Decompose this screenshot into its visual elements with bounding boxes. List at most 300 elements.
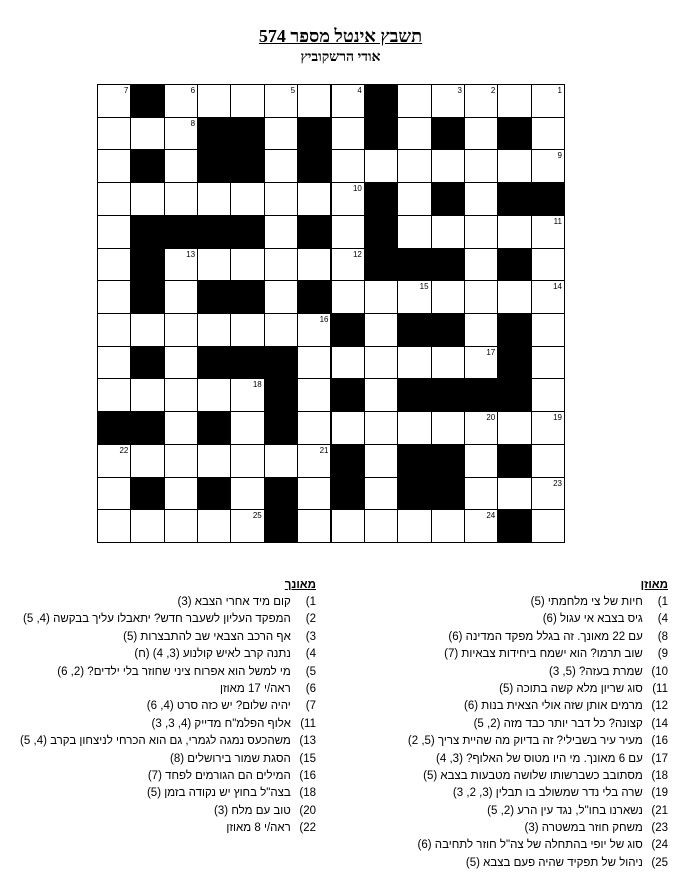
clue-text: הסגת שמור בירושלים (8) [170, 752, 294, 765]
down-clue-list [11, 594, 316, 837]
grid-cell[interactable] [264, 444, 298, 478]
grid-cell[interactable] [164, 313, 198, 347]
grid-cell[interactable] [97, 378, 131, 412]
across-clue [338, 855, 668, 872]
black-cell [264, 477, 298, 511]
down-clue [11, 751, 316, 768]
across-clue [338, 681, 668, 698]
down-clue [11, 611, 316, 628]
grid-cell[interactable] [364, 509, 398, 543]
grid-cell[interactable] [264, 215, 298, 249]
grid-cell[interactable] [164, 444, 198, 478]
grid-cell[interactable] [397, 509, 431, 543]
across-clue [338, 611, 668, 628]
black-cell [497, 378, 531, 412]
grid-cell[interactable] [464, 280, 498, 314]
black-cell [297, 280, 331, 314]
black-cell [130, 280, 164, 314]
grid-cell[interactable] [230, 313, 264, 347]
clue-number: 22 [119, 445, 129, 455]
grid-cell[interactable] [331, 280, 365, 314]
black-cell [431, 313, 465, 347]
grid-cell[interactable] [230, 182, 264, 216]
grid-cell[interactable] [464, 149, 498, 183]
grid-cell[interactable] [197, 313, 231, 347]
clue-number: 14 [553, 282, 562, 292]
grid-cell[interactable] [364, 313, 398, 347]
grid-cell[interactable] [164, 411, 198, 445]
grid-cell[interactable] [97, 477, 131, 511]
black-cell [364, 84, 398, 118]
clue-number-label: 12) [651, 700, 668, 713]
clue-number: 8 [190, 118, 196, 128]
grid-cell[interactable] [130, 182, 164, 216]
grid-cell[interactable] [531, 84, 565, 118]
grid-cell[interactable] [431, 84, 465, 118]
grid-cell[interactable] [364, 411, 398, 445]
grid-cell[interactable] [264, 149, 298, 183]
clue-number: 21 [319, 445, 329, 455]
grid-cell[interactable] [531, 117, 565, 151]
black-cell [364, 215, 398, 249]
black-cell [297, 117, 331, 151]
clue-text: גיס בצבא אי עגול (6) [542, 613, 646, 626]
clue-text: חיות של צי מלחמתי (5) [530, 596, 646, 608]
black-cell [497, 117, 531, 151]
grid-cell[interactable] [464, 411, 498, 445]
down-clue [11, 768, 316, 785]
black-cell [230, 346, 264, 380]
clue-text: ניהול של תפקיד שהיה פעם בצבא (5) [465, 856, 646, 869]
grid-cell[interactable] [197, 182, 231, 216]
across-clue [338, 785, 668, 802]
clue-number-label: 21) [651, 804, 668, 817]
grid-cell[interactable] [497, 280, 531, 314]
grid-cell[interactable] [264, 248, 298, 282]
clue-number-label: 24) [651, 839, 668, 852]
grid-cell[interactable] [397, 117, 431, 151]
clue-text: נתנה קרב לאיש קולנוע (3, 4) (ח) [134, 648, 294, 661]
down-clue [11, 594, 316, 611]
grid-cell[interactable] [464, 346, 498, 380]
black-cell [130, 411, 164, 445]
grid-cell[interactable] [164, 84, 198, 118]
grid-cell[interactable] [97, 444, 131, 478]
grid-cell[interactable] [97, 280, 131, 314]
clue-number: 17 [486, 347, 496, 357]
clue-number-label: 11) [300, 717, 316, 730]
clue-number: 24 [486, 511, 496, 521]
clue-text: סוג של יופי בהתחלה של צה"ל חוזר לתחיבה (6) [417, 839, 646, 852]
grid-cell[interactable] [297, 444, 331, 478]
down-clue [11, 803, 316, 820]
clue-number: 13 [186, 249, 196, 259]
across-clue [338, 646, 668, 663]
grid-cell[interactable] [531, 411, 565, 445]
grid-cell[interactable] [97, 149, 131, 183]
black-cell [130, 84, 164, 118]
across-clue [338, 803, 668, 820]
grid-cell[interactable] [230, 509, 264, 543]
grid-cell[interactable] [497, 215, 531, 249]
grid-cell[interactable] [464, 313, 498, 347]
grid-cell[interactable] [531, 215, 565, 249]
grid-cell[interactable] [164, 346, 198, 380]
black-cell [197, 280, 231, 314]
grid-cell[interactable] [464, 182, 498, 216]
down-clue [11, 681, 316, 698]
grid-cell[interactable] [297, 346, 331, 380]
grid-cell[interactable] [364, 477, 398, 511]
clue-text: המילים הם הגורמים לפחד (7) [147, 769, 294, 782]
grid-cell[interactable] [97, 313, 131, 347]
clue-text: המפקד העליון לשעבר חדש? יתאבלו עליך בבקשה (4, 5) [23, 613, 294, 626]
grid-cell[interactable] [331, 215, 365, 249]
clue-number-label: 7) [305, 700, 316, 713]
clue-number-label: 18) [299, 787, 316, 800]
clue-number-label: 8) [657, 630, 668, 643]
clue-text: מרמים אותן שזה אולי הצאית בנות (6) [464, 700, 646, 713]
grid-cell[interactable] [230, 84, 264, 118]
grid-cell[interactable] [230, 248, 264, 282]
black-cell [264, 346, 298, 380]
clue-text: טוב עם מלח (3) [214, 804, 294, 817]
grid-cell[interactable] [331, 117, 365, 151]
clue-text: בצה"ל בחוץ יש נקודה בזמן (5) [146, 787, 294, 800]
black-cell [497, 248, 531, 282]
grid-cell[interactable] [531, 149, 565, 183]
clue-number-label: 5) [305, 665, 316, 678]
grid-cell[interactable] [230, 411, 264, 445]
grid-cell[interactable] [464, 477, 498, 511]
black-cell [297, 215, 331, 249]
grid-cell[interactable] [464, 444, 498, 478]
grid-cell[interactable] [531, 378, 565, 412]
grid-cell[interactable] [497, 84, 531, 118]
down-clue [11, 733, 316, 750]
clue-number: 23 [553, 478, 562, 488]
clue-number-label: 14) [651, 717, 668, 730]
down-clue [11, 785, 316, 802]
black-cell [197, 149, 231, 183]
black-cell [431, 477, 465, 511]
grid-cell[interactable] [97, 346, 131, 380]
grid-cell[interactable] [397, 84, 431, 118]
grid-cell[interactable] [331, 149, 365, 183]
grid-cell[interactable] [431, 509, 465, 543]
grid-cell[interactable] [364, 378, 398, 412]
black-cell [297, 149, 331, 183]
grid-cell[interactable] [431, 346, 465, 380]
grid-cell[interactable] [331, 509, 365, 543]
grid-cell[interactable] [97, 84, 131, 118]
black-cell [364, 182, 398, 216]
grid-cell[interactable] [264, 313, 298, 347]
grid-cell[interactable] [431, 149, 465, 183]
across-clue [338, 751, 668, 768]
across-clue [338, 594, 668, 611]
grid-cell[interactable] [164, 280, 198, 314]
black-cell [431, 378, 465, 412]
grid-cell[interactable] [164, 149, 198, 183]
clue-number-label: 19) [651, 787, 668, 800]
across-clue [338, 837, 668, 854]
clue-text: שוב תרמו? הוא ישמח ביחידות צבאיות (7) [444, 648, 646, 661]
down-clue [11, 716, 316, 733]
grid-cell[interactable] [164, 509, 198, 543]
across-clue-list [338, 594, 668, 872]
clue-number-label: 16) [651, 735, 668, 748]
grid-cell[interactable] [331, 182, 365, 216]
across-clue [338, 716, 668, 733]
clue-number-label: 10) [651, 665, 668, 678]
grid-cell[interactable] [297, 182, 331, 216]
down-clue [11, 698, 316, 715]
grid-cell[interactable] [197, 84, 231, 118]
across-clues-section [338, 576, 668, 872]
black-cell [97, 411, 131, 445]
clue-text: מעיר עיר בשבילי? זה בדיוק מה שהיית צריך (5, 2) [407, 735, 646, 748]
clue-number: 4 [357, 86, 362, 95]
black-cell [164, 215, 198, 249]
grid-cell[interactable] [397, 149, 431, 183]
grid-cell[interactable] [97, 215, 131, 249]
black-cell [197, 411, 231, 445]
grid-cell[interactable] [464, 117, 498, 151]
grid-cell[interactable] [97, 248, 131, 282]
black-cell [497, 509, 531, 543]
clue-number: 16 [319, 315, 329, 324]
clue-number: 6 [190, 86, 196, 95]
grid-cell[interactable] [497, 411, 531, 445]
clue-number: 1 [557, 86, 562, 95]
grid-cell[interactable] [197, 444, 231, 478]
clue-number-label: 9) [657, 648, 668, 661]
clue-number-label: 1) [657, 596, 668, 608]
clue-text: ראה/י 8 מאוזן [226, 822, 294, 835]
grid-cell[interactable] [164, 248, 198, 282]
clue-text: נשארנו בחו"ל, נגד עין הרע (2, 5) [487, 804, 646, 817]
clue-number-label: 18) [651, 769, 668, 782]
clue-number-label: 20) [299, 804, 316, 817]
grid-cell[interactable] [331, 411, 365, 445]
grid-cell[interactable] [164, 182, 198, 216]
grid-cell[interactable] [297, 477, 331, 511]
grid-cell[interactable] [97, 182, 131, 216]
black-cell [130, 248, 164, 282]
clue-number-label: 16) [299, 769, 316, 782]
clue-number: 19 [553, 413, 562, 423]
grid-cell[interactable] [130, 509, 164, 543]
grid-cell[interactable] [397, 346, 431, 380]
black-cell [331, 378, 365, 412]
black-cell [397, 378, 431, 412]
grid-cell[interactable] [397, 182, 431, 216]
clue-number-label: 11) [652, 682, 668, 695]
grid-cell[interactable] [464, 248, 498, 282]
grid-cell[interactable] [397, 411, 431, 445]
grid-cell[interactable] [97, 117, 131, 151]
clue-number-label: 6) [305, 682, 316, 695]
grid-cell[interactable] [531, 509, 565, 543]
grid-cell[interactable] [531, 477, 565, 511]
clue-number-label: 4) [305, 648, 316, 661]
grid-cell[interactable] [297, 411, 331, 445]
grid-cell[interactable] [464, 509, 498, 543]
clue-number-label: 2) [305, 613, 316, 626]
grid-cell[interactable] [164, 378, 198, 412]
black-cell [497, 346, 531, 380]
black-cell [230, 280, 264, 314]
black-cell [230, 149, 264, 183]
grid-cell[interactable] [264, 280, 298, 314]
black-cell [264, 378, 298, 412]
grid-cell[interactable] [264, 182, 298, 216]
grid-cell[interactable] [230, 477, 264, 511]
clue-number-label: 22) [299, 822, 316, 835]
grid-cell[interactable] [531, 346, 565, 380]
clue-number-label: 3) [305, 630, 316, 643]
grid-cell[interactable] [397, 280, 431, 314]
black-cell [264, 509, 298, 543]
black-cell [130, 149, 164, 183]
across-heading: מאוזן [640, 579, 668, 591]
grid-cell[interactable] [230, 444, 264, 478]
clue-text: עם 22 מאונך. זה בגלל מפקד המדינה (6) [448, 630, 646, 643]
grid-cell[interactable] [297, 378, 331, 412]
grid-cell[interactable] [364, 280, 398, 314]
black-cell [431, 182, 465, 216]
grid-cell[interactable] [397, 215, 431, 249]
black-cell [130, 477, 164, 511]
puzzle-title: תשבץ אינטל מספר 574 [258, 26, 423, 46]
black-cell [464, 378, 498, 412]
grid-cell[interactable] [164, 117, 198, 151]
down-heading: מאונך [284, 579, 316, 591]
grid-cell[interactable] [464, 84, 498, 118]
black-cell [230, 117, 264, 151]
grid-cell[interactable] [531, 248, 565, 282]
grid-cell[interactable] [364, 346, 398, 380]
black-cell [397, 444, 431, 478]
grid-cell[interactable] [431, 280, 465, 314]
clue-number-label: 13) [299, 735, 316, 748]
grid-cell[interactable] [531, 444, 565, 478]
grid-cell[interactable] [497, 477, 531, 511]
black-cell [130, 215, 164, 249]
grid-cell[interactable] [197, 378, 231, 412]
grid-cell[interactable] [297, 313, 331, 347]
clue-number-label: 25) [651, 856, 668, 869]
clue-text: עם 6 מאונך. מי היו מטוס של האלוף? (3, 4) [436, 752, 646, 765]
clue-number: 20 [486, 413, 496, 423]
grid-cell[interactable] [297, 509, 331, 543]
grid-cell[interactable] [497, 149, 531, 183]
black-cell [197, 477, 231, 511]
black-cell [497, 444, 531, 478]
grid-cell[interactable] [297, 84, 331, 118]
black-cell [397, 313, 431, 347]
grid-cell[interactable] [264, 84, 298, 118]
clue-text: מסתובב כשברשותו שלושה מטבעות בצבא (5) [423, 769, 646, 782]
clue-text: משחק חוזר במשטרה (3) [524, 822, 646, 835]
clue-text: אלוף הפלמ"ח מדייק (4, 3, 3) [151, 717, 294, 730]
clue-number: 3 [457, 86, 462, 95]
across-clue [338, 820, 668, 837]
down-clue [11, 646, 316, 663]
black-cell [431, 117, 465, 151]
clue-text: שרה בלי נדר שמשולב בו תבלין (3, 2, 3) [452, 787, 646, 800]
clue-text: קצונה? כל דבר יותר כבד מזה (2, 5) [473, 717, 646, 730]
black-cell [497, 182, 531, 216]
clue-number: 7 [123, 86, 129, 95]
clue-text: אף הרכב הצבאי שב להתבצרות (5) [123, 630, 294, 643]
grid-cell[interactable] [331, 248, 365, 282]
grid-cell[interactable] [130, 117, 164, 151]
crossword-grid [97, 84, 564, 542]
clue-number: 9 [557, 151, 562, 161]
clue-number-label: 23) [651, 822, 668, 835]
clue-text: ראה/י 17 מאוזן [219, 682, 294, 695]
across-clue [338, 733, 668, 750]
black-cell [331, 444, 365, 478]
grid-cell[interactable] [130, 444, 164, 478]
down-clue [11, 629, 316, 646]
grid-cell[interactable] [431, 411, 465, 445]
grid-cell[interactable] [531, 313, 565, 347]
grid-cell[interactable] [130, 378, 164, 412]
black-cell [397, 477, 431, 511]
clue-text: יהיה שלום? יש כזה סרט (4, 6) [146, 700, 294, 713]
black-cell [397, 248, 431, 282]
black-cell [197, 346, 231, 380]
grid-cell[interactable] [197, 509, 231, 543]
black-cell [264, 411, 298, 445]
grid-cell[interactable] [364, 149, 398, 183]
clue-number-label: 1) [305, 596, 316, 608]
across-clue [338, 768, 668, 785]
clue-text: קום מיד אחרי הצבא (3) [177, 596, 294, 608]
grid-cell[interactable] [197, 248, 231, 282]
clue-text: סוג שריון מלא קשה בתוכה (5) [499, 682, 646, 695]
grid-cell[interactable] [431, 215, 465, 249]
grid-cell[interactable] [531, 280, 565, 314]
down-clues-section [11, 576, 316, 837]
grid-cell[interactable] [297, 248, 331, 282]
black-cell [197, 215, 231, 249]
black-cell [364, 117, 398, 151]
clue-number: 25 [252, 511, 262, 521]
grid-cell[interactable] [464, 215, 498, 249]
black-cell [331, 313, 365, 347]
clue-text: משהכעס נמגה לגמרי, גם הוא הכרחי לניצחון בקרב (4, 5) [20, 735, 294, 748]
black-cell [531, 182, 565, 216]
clue-number: 10 [352, 184, 362, 194]
grid-cell[interactable] [97, 509, 131, 543]
grid-cell[interactable] [164, 477, 198, 511]
clue-number: 12 [352, 249, 362, 259]
grid-cell[interactable] [331, 84, 365, 118]
grid-cell[interactable] [130, 313, 164, 347]
across-clue [338, 629, 668, 646]
clue-text: מי למשל הוא אפרוח ציני שחוזר בלי ילדים? (2, 6) [57, 665, 294, 678]
across-clue [338, 698, 668, 715]
grid-cell[interactable] [364, 444, 398, 478]
grid-cell[interactable] [264, 117, 298, 151]
grid-cell[interactable] [230, 378, 264, 412]
black-cell [364, 248, 398, 282]
grid-cell[interactable] [331, 346, 365, 380]
